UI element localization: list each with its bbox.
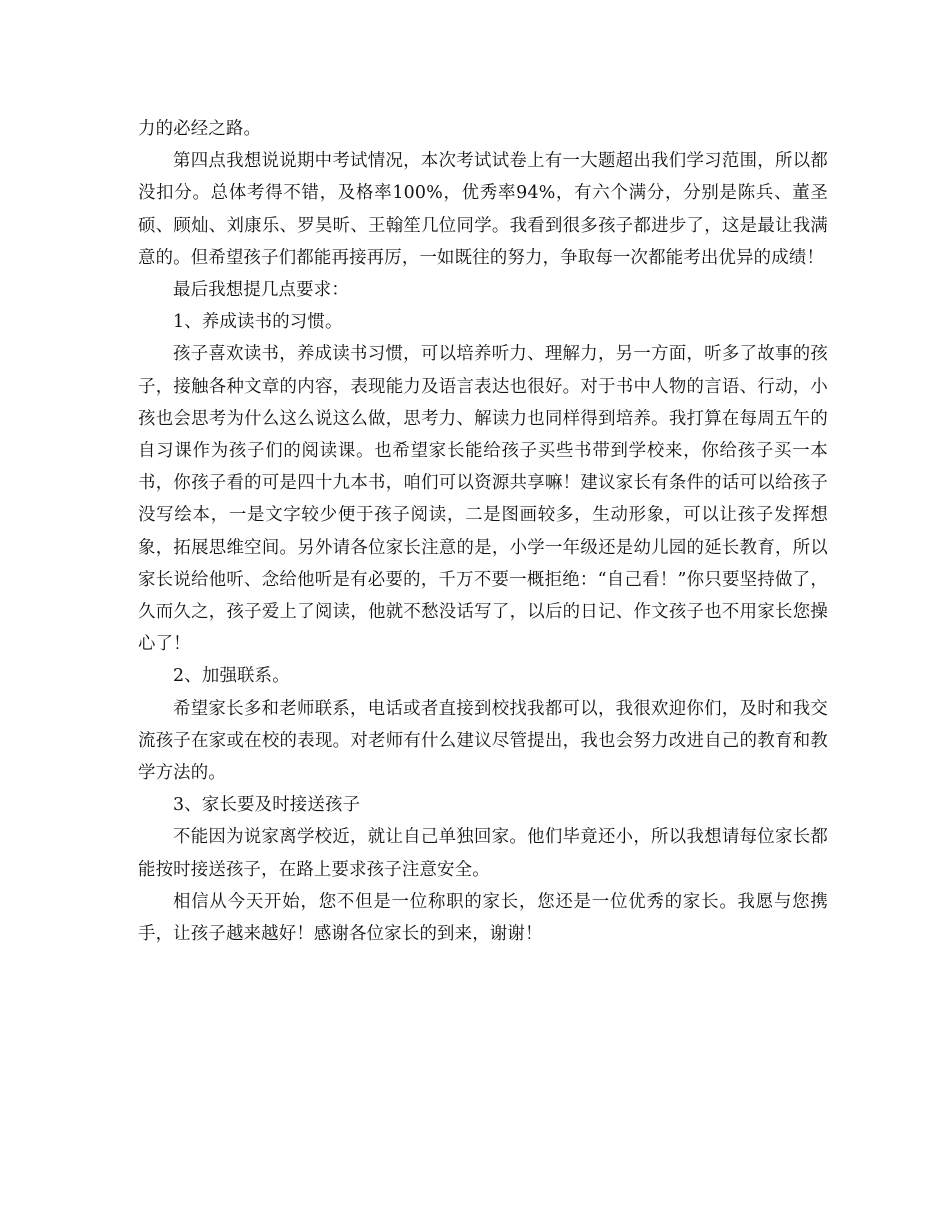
heading-contact: 2、加强联系。	[173, 666, 290, 687]
heading-reading-habit: 1、养成读书的习惯。	[173, 312, 343, 333]
paragraph-requirements-intro: 最后我想提几点要求：	[173, 280, 349, 301]
heading-pickup: 3、家长要及时接送孩子	[173, 795, 361, 816]
paragraph-midterm-exam: 第四点我想说说期中考试情况，本次考试试卷上有一大题超出我们学习范围，所以都没扣分。总体考得不错，及格率100%，优秀率94%，有六个满分，分别是陈兵、董圣硕、顾灿、刘康乐、罗昊昕、王翰笙几位同学。我看到很多孩子都进步了，这是最让我满意的。但希望孩子们都能再接再厉，一如既往的努力，争取每一次都能考出优异的成绩！	[138, 151, 828, 268]
paragraph-pickup: 不能因为说家离学校近，就让自己单独回家。他们毕竟还小，所以我想请每位家长都能按时接送孩子，在路上要求孩子注意安全。	[138, 827, 828, 880]
paragraph-reading-habit: 孩子喜欢读书，养成读书习惯，可以培养听力、理解力，另一方面，听多了故事的孩子，接触各种文章的内容，表现能力及语言表达也很好。对于书中人物的言语、行动，小孩也会思考为什么这么说这么做，思考力、解读力也同样得到培养。我打算在每周五午的自习课作为孩子们的阅读课。也希望家长能给孩子买些书带到学校来，你给孩子买一本书，你孩子看的可是四十九本书，咱们可以资源共享嘛！建议家长有条件的话可以给孩子没写绘本，一是文字较少便于孩子阅读，二是图画较多，生动形象，可以让孩子发挥想象，拓展思维空间。另外请各位家长注意的是，小学一年级还是幼儿园的延长教育，所以家长说给他听、念给他听是有必要的，千万不要一概拒绝：“自己看！”你只要坚持做了，久而久之，孩子爱上了阅读，他就不愁没话写了，以后的日记、作文孩子也不用家长您操心了！	[138, 344, 828, 655]
document-body	[138, 113, 828, 950]
paragraph-continuation: 力的必经之路。	[138, 119, 262, 139]
paragraph-closing: 相信从今天开始，您不但是一位称职的家长，您还是一位优秀的家长。我愿与您携手，让孩子越来越好！感谢各位家长的到来，谢谢！	[138, 891, 828, 945]
paragraph-contact: 希望家长多和老师联系，电话或者直接到校找我都可以，我很欢迎你们，及时和我交流孩子在家或在校的表现。对老师有什么建议尽管提出，我也会努力改进自己的教育和教学方法的。	[138, 698, 828, 784]
